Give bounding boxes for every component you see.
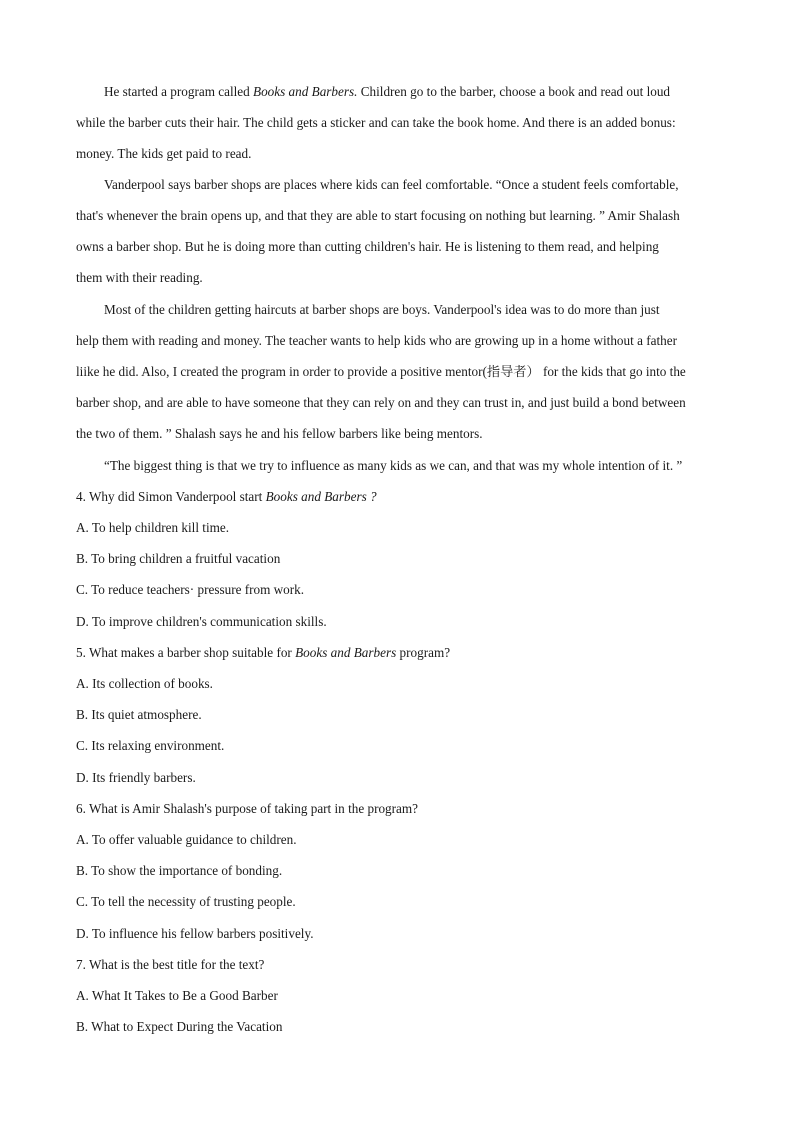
text-span: 5. What makes a barber shop suitable for — [76, 645, 296, 660]
question-5-option-b: B. Its quiet atmosphere. — [76, 707, 202, 722]
question-4-option-d: D. To improve children's communication skills. — [76, 614, 327, 629]
question-6-option-a: A. To offer valuable guidance to children. — [76, 832, 297, 847]
passage-p1-line3: money. The kids get paid to read. — [76, 146, 252, 161]
passage-p3-line4: barber shop, and are able to have someone that they can rely on and they can trust in, and just build a bond between — [76, 395, 686, 410]
passage-p3-line2: help them with reading and money. The teacher wants to help kids who are growing up in a home without a father — [76, 333, 677, 348]
question-5-option-d: D. Its friendly barbers. — [76, 770, 196, 785]
text-span: 4. Why did Simon Vanderpool start — [76, 489, 266, 504]
passage-p4-line1: “The biggest thing is that we try to influence as many kids as we can, and that was my whole intention of it. ” — [104, 458, 683, 473]
question-5-option-c: C. Its relaxing environment. — [76, 738, 225, 753]
question-7-option-a: A. What It Takes to Be a Good Barber — [76, 988, 278, 1003]
program-name: Books and Barbers. — [253, 84, 358, 99]
passage-p2-line4: them with their reading. — [76, 270, 203, 285]
question-6-option-d: D. To influence his fellow barbers positively. — [76, 926, 314, 941]
passage-p1-line2: while the barber cuts their hair. The child gets a sticker and can take the book home. And there is an added bonus: — [76, 115, 676, 130]
question-6-option-c: C. To tell the necessity of trusting people. — [76, 894, 296, 909]
text-span: program? — [396, 645, 451, 660]
question-6-option-b: B. To show the importance of bonding. — [76, 863, 283, 878]
passage-p2-line3: owns a barber shop. But he is doing more than cutting children's hair. He is listening to them read, and helping — [76, 239, 659, 254]
program-name: Books and Barbers ? — [265, 489, 377, 504]
question-4-option-c: C. To reduce teachers· pressure from work. — [76, 582, 305, 597]
question-7-option-b: B. What to Expect During the Vacation — [76, 1019, 283, 1034]
question-5-stem — [76, 645, 450, 661]
program-name: Books and Barbers — [295, 645, 397, 660]
passage-p3-line5: the two of them. ” Shalash says he and his fellow barbers like being mentors. — [76, 426, 483, 441]
text-span: He started a program called — [104, 84, 254, 99]
question-4-option-a: A. To help children kill time. — [76, 520, 230, 535]
text-span: Children go to the barber, choose a book and read out loud — [357, 84, 671, 99]
passage-p1-line1 — [104, 84, 670, 100]
passage-p2-line1: Vanderpool says barber shops are places where kids can feel comfortable. “Once a student feels comfortable, — [104, 177, 679, 192]
question-7-stem: 7. What is the best title for the text? — [76, 957, 265, 972]
question-6-stem: 6. What is Amir Shalash's purpose of taking part in the program? — [76, 801, 419, 816]
passage-p2-line2: that's whenever the brain opens up, and that they are able to start focusing on nothing but learning. ” Amir Shalash — [76, 208, 680, 223]
question-4-option-b: B. To bring children a fruitful vacation — [76, 551, 281, 566]
passage-p3-line1: Most of the children getting haircuts at barber shops are boys. Vanderpool's idea was to do more than just — [104, 302, 660, 317]
question-5-option-a: A. Its collection of books. — [76, 676, 213, 691]
passage-p3-line3: liike he did. Also, I created the program in order to provide a positive mentor(指导者） for the kids that go into the — [76, 364, 686, 379]
question-4-stem — [76, 489, 377, 505]
